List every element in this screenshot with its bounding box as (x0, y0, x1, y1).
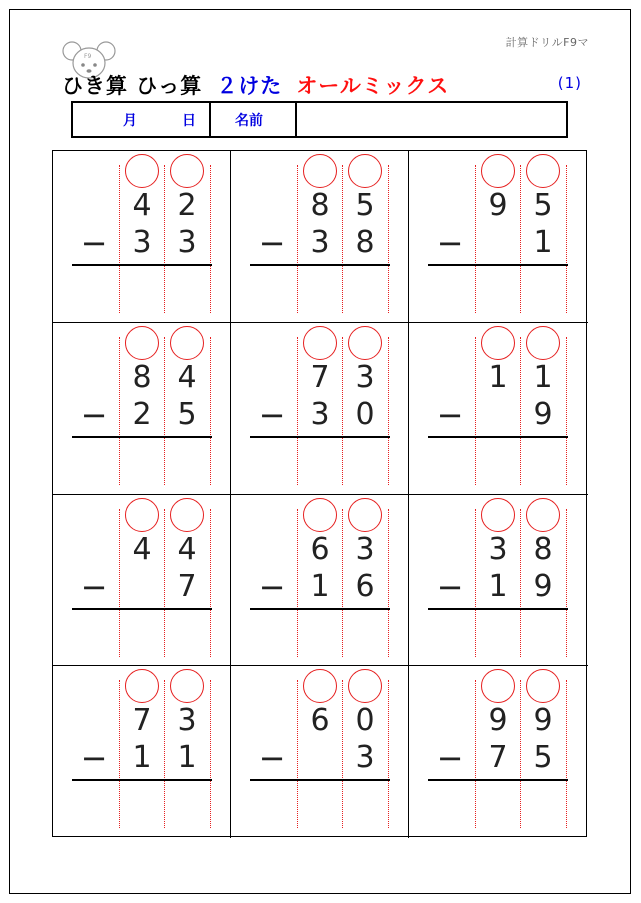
borrow-circle-tens[interactable] (303, 154, 337, 188)
minus-sign: − (80, 739, 108, 777)
borrow-circle-tens[interactable] (303, 669, 337, 703)
borrow-circle-ones[interactable] (170, 498, 204, 532)
column-guide-line (520, 165, 521, 313)
column-guide-line (566, 165, 567, 313)
minus-sign: − (258, 224, 286, 262)
borrow-circle-tens[interactable] (125, 154, 159, 188)
column-guide-line (388, 337, 389, 485)
borrow-circle-tens[interactable] (481, 498, 515, 532)
problem-cell (409, 151, 588, 323)
answer-line (250, 264, 390, 266)
column-guide-line (566, 509, 567, 657)
worksheet-title (62, 70, 582, 100)
column-guide-line (297, 509, 298, 657)
minuend-ones-digit: 4 (177, 532, 197, 567)
column-guide-line (210, 509, 211, 657)
answer-line (72, 264, 212, 266)
problem-cell (231, 495, 409, 666)
subtrahend-ones-digit: 3 (355, 740, 375, 775)
minuend-tens-digit: 4 (132, 188, 152, 223)
column-guide-line (297, 165, 298, 313)
minuend-tens-digit: 3 (488, 532, 508, 567)
column-guide-line (164, 509, 165, 657)
column-guide-line (119, 509, 120, 657)
minuend-tens-digit: 6 (310, 532, 330, 567)
date-field[interactable] (73, 103, 211, 136)
borrow-circle-tens[interactable] (303, 326, 337, 360)
title-main: ひき算 ひっ算 (62, 74, 203, 98)
minuend-ones-digit: 1 (533, 360, 553, 395)
minuend-ones-digit: 5 (533, 188, 553, 223)
column-guide-line (388, 680, 389, 828)
subtrahend-ones-digit: 6 (355, 569, 375, 604)
column-guide-line (342, 165, 343, 313)
subtrahend-ones-digit: 5 (533, 740, 553, 775)
minus-sign: − (258, 739, 286, 777)
borrow-circle-tens[interactable] (125, 326, 159, 360)
column-guide-line (475, 509, 476, 657)
minuend-ones-digit: 8 (533, 532, 553, 567)
minuend-tens-digit: 1 (488, 360, 508, 395)
minuend-tens-digit: 8 (310, 188, 330, 223)
column-guide-line (388, 509, 389, 657)
borrow-circle-ones[interactable] (170, 326, 204, 360)
name-label-cell (211, 103, 297, 136)
subtrahend-ones-digit: 8 (355, 225, 375, 260)
title-mix: オールミックス (296, 74, 450, 98)
minus-sign: − (258, 568, 286, 606)
borrow-circle-ones[interactable] (348, 669, 382, 703)
borrow-circle-ones[interactable] (170, 669, 204, 703)
problem-cell (53, 666, 231, 838)
borrow-circle-tens[interactable] (303, 498, 337, 532)
column-guide-line (475, 165, 476, 313)
title-digits: ２けた (216, 74, 283, 98)
column-guide-line (342, 680, 343, 828)
minus-sign: − (80, 224, 108, 262)
answer-line (72, 608, 212, 610)
minuend-ones-digit: 4 (177, 360, 197, 395)
column-guide-line (210, 165, 211, 313)
problem-cell (409, 495, 588, 666)
problem-cell (231, 666, 409, 838)
problem-cell (53, 323, 231, 495)
subtrahend-tens-digit: 1 (488, 569, 508, 604)
subtrahend-ones-digit: 1 (533, 225, 553, 260)
column-guide-line (297, 337, 298, 485)
subtrahend-tens-digit: 3 (310, 397, 330, 432)
subtrahend-ones-digit: 0 (355, 397, 375, 432)
column-guide-line (342, 509, 343, 657)
column-guide-line (388, 165, 389, 313)
column-guide-line (164, 337, 165, 485)
column-guide-line (119, 337, 120, 485)
column-guide-line (210, 337, 211, 485)
minuend-ones-digit: 3 (355, 360, 375, 395)
borrow-circle-tens[interactable] (481, 669, 515, 703)
minuend-ones-digit: 0 (355, 703, 375, 738)
minus-sign: − (258, 396, 286, 434)
borrow-circle-tens[interactable] (125, 669, 159, 703)
minuend-ones-digit: 3 (355, 532, 375, 567)
minus-sign: − (436, 224, 464, 262)
subtrahend-tens-digit: 3 (132, 225, 152, 260)
day-label: 日 (182, 113, 196, 129)
minuend-tens-digit: 9 (488, 703, 508, 738)
borrow-circle-ones[interactable] (348, 154, 382, 188)
minus-sign: − (436, 739, 464, 777)
borrow-circle-ones[interactable] (348, 326, 382, 360)
column-guide-line (566, 337, 567, 485)
problem-cell (409, 323, 588, 495)
column-guide-line (164, 680, 165, 828)
borrow-circle-ones[interactable] (526, 154, 560, 188)
minus-sign: − (80, 568, 108, 606)
borrow-circle-ones[interactable] (348, 498, 382, 532)
minus-sign: − (436, 568, 464, 606)
subtrahend-ones-digit: 9 (533, 569, 553, 604)
name-field[interactable] (297, 103, 566, 136)
column-guide-line (119, 680, 120, 828)
answer-line (250, 608, 390, 610)
answer-line (428, 436, 568, 438)
borrow-circle-tens[interactable] (481, 326, 515, 360)
borrow-circle-ones[interactable] (170, 154, 204, 188)
answer-line (428, 264, 568, 266)
problem-cell (231, 323, 409, 495)
minus-sign: − (436, 396, 464, 434)
answer-line (428, 779, 568, 781)
subtrahend-tens-digit: 2 (132, 397, 152, 432)
column-guide-line (164, 165, 165, 313)
answer-line (250, 436, 390, 438)
subtrahend-tens-digit: 1 (310, 569, 330, 604)
sheet-number: (1) (557, 74, 582, 92)
column-guide-line (566, 680, 567, 828)
minuend-ones-digit: 5 (355, 188, 375, 223)
column-guide-line (520, 337, 521, 485)
minuend-ones-digit: 3 (177, 703, 197, 738)
answer-line (428, 608, 568, 610)
column-guide-line (297, 680, 298, 828)
minuend-tens-digit: 6 (310, 703, 330, 738)
subtrahend-ones-digit: 3 (177, 225, 197, 260)
answer-line (72, 779, 212, 781)
minuend-tens-digit: 9 (488, 188, 508, 223)
column-guide-line (210, 680, 211, 828)
answer-line (250, 779, 390, 781)
problem-cell (53, 495, 231, 666)
minuend-ones-digit: 2 (177, 188, 197, 223)
month-label: 月 (123, 113, 137, 129)
borrow-circle-ones[interactable] (526, 669, 560, 703)
column-guide-line (475, 680, 476, 828)
subtrahend-tens-digit: 7 (488, 740, 508, 775)
problem-cell (231, 151, 409, 323)
answer-line (72, 436, 212, 438)
minuend-ones-digit: 9 (533, 703, 553, 738)
subtrahend-ones-digit: 7 (177, 569, 197, 604)
column-guide-line (475, 337, 476, 485)
borrow-circle-tens[interactable] (481, 154, 515, 188)
name-date-row (71, 101, 568, 138)
minuend-tens-digit: 7 (310, 360, 330, 395)
subtrahend-ones-digit: 9 (533, 397, 553, 432)
subtrahend-ones-digit: 1 (177, 740, 197, 775)
subtrahend-tens-digit: 1 (132, 740, 152, 775)
minuend-tens-digit: 7 (132, 703, 152, 738)
problem-grid (52, 150, 587, 837)
brand-label: 計算ドリルF9マ (505, 36, 589, 49)
column-guide-line (520, 509, 521, 657)
minuend-tens-digit: 4 (132, 532, 152, 567)
minuend-tens-digit: 8 (132, 360, 152, 395)
subtrahend-tens-digit: 3 (310, 225, 330, 260)
name-label: 名前 (235, 113, 263, 129)
column-guide-line (520, 680, 521, 828)
problem-cell (409, 666, 588, 838)
column-guide-line (119, 165, 120, 313)
borrow-circle-ones[interactable] (526, 326, 560, 360)
minus-sign: − (80, 396, 108, 434)
problem-cell (53, 151, 231, 323)
column-guide-line (342, 337, 343, 485)
borrow-circle-ones[interactable] (526, 498, 560, 532)
logo-label: F9 (84, 53, 92, 60)
borrow-circle-tens[interactable] (125, 498, 159, 532)
subtrahend-ones-digit: 5 (177, 397, 197, 432)
